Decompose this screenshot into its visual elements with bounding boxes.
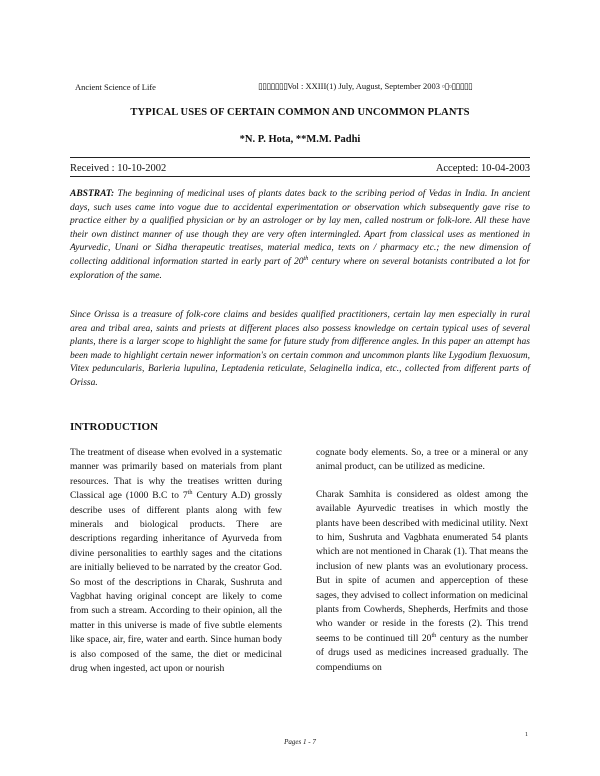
accepted-date: Accepted: 10-04-2003	[435, 163, 530, 174]
page-mark: 1	[525, 732, 528, 738]
intro-paragraph: cognate body elements. So, a tree or a mineral or any animal product, can be utilized as medicine.	[316, 447, 528, 473]
abstract-label: ABSTRAT:	[70, 189, 115, 199]
intro-paragraph	[316, 488, 528, 675]
right-column	[316, 446, 528, 688]
received-date: Received : 10-10-2002	[70, 163, 167, 174]
paper-title: TYPICAL USES OF CERTAIN COMMON AND UNCOMMON PLANTS	[130, 107, 470, 118]
authors: *N. P. Hota, **M.M. Padhi	[239, 134, 361, 145]
intro-text: Century A.D) grossly describe uses of different plants along with few minerals and biological products. There are descriptions regarding inheritance of Ayurveda from divine personalities to earthly sages and the citations are initially believed to be narrated by the creator God. So most of the descriptions in Charak, Sushruta and Vagbhat having original concept are likely to come from such a stream. According to their opinion, all the matter in this universe is made of five subtle elements like space, air, fire, water and earth. Since human body is also composed of the same, the diet or medicinal drug when ingested, act upon or nourish	[70, 490, 283, 675]
header-glyphs-right: ▫▯▫▯▯▯▯▯	[442, 81, 473, 91]
journal-name: Ancient Science of Life	[75, 82, 156, 92]
section-heading: INTRODUCTION	[70, 421, 159, 433]
page-footer: Pages 1 - 7	[284, 738, 316, 746]
intro-text: The treatment of disease when evolved in a systematic manner was primarily based on materials from plant resources. That is why the treatises written during Classical age (1000 B.C to 7	[70, 447, 282, 502]
issue-text: Vol : XXIII(1) July, August, September 2003	[287, 81, 441, 91]
abstract-paragraph-1	[70, 188, 530, 283]
superscript: th	[431, 631, 437, 639]
header-glyphs-left: ▯▯▯▯▯▯▯	[258, 81, 288, 91]
intro-text: century as the number of drugs used as medicines increased gradually. The compendiums on	[316, 632, 528, 673]
intro-text: Charak Samhita is considered as oldest among the available Ayurvedic treatises in which mostly the plants have been described with medicinal utility. Next to him, Sushruta and Vagbhata enumerated 54 plants which are not mentioned in Charak (1). That means the inclusion of new plants was an evolutionary process. But in spite of acumen and apperception of these sages, they advised to collect information on medicinal plants from Cowherds, Shepherds, Herfmits and those who wander or reside in the forests (2). This trend seems to be continued till 20	[316, 488, 528, 644]
abstract-paragraph-2: Since Orissa is a treasure of folk-core claims and besides qualified practitioners, certain lay men especially in rural area and tribal area, saints and priests at different places also possess knowledge on certain typical uses of several plants, there is a larger scope to highlight the same for future study from difference angles. In this paper an attempt has been made to highlight certain newer information's on certain common and uncommon plants like Lygodium flexuosum, Vitex peduncularis, Barleria lupulina, Leptadenia reticulate, Selaginella indica, etc., collected from different parts of Orissa.	[70, 310, 530, 388]
superscript: th	[187, 489, 193, 497]
abstract-text: The beginning of medicinal uses of plants dates back to the scribing period of Vedas in India. In ancient days, such uses came into vogue due to accidental experimentation or observation which subsequently gave rise to practice either by a qualified physician or by an astrologer or by lay men, called nostrum or folk-lore. All these have their own distinct manner of use though they are very often intermingled. Apart from classical uses as mentioned in Ayurvedic, Unani or Sidha therapeutic treatises, material medica, texts on / pharmacy etc.; the new dimension of collecting additional information started in early part of 20	[70, 189, 531, 267]
issue-info	[258, 81, 472, 92]
top-rule	[70, 157, 530, 158]
intro-paragraph	[70, 446, 282, 677]
abstract-text: century where on several botanists contributed a lot for exploration of the same.	[70, 256, 531, 281]
left-column	[70, 446, 282, 690]
superscript: th	[303, 255, 309, 262]
bottom-rule	[70, 176, 530, 177]
